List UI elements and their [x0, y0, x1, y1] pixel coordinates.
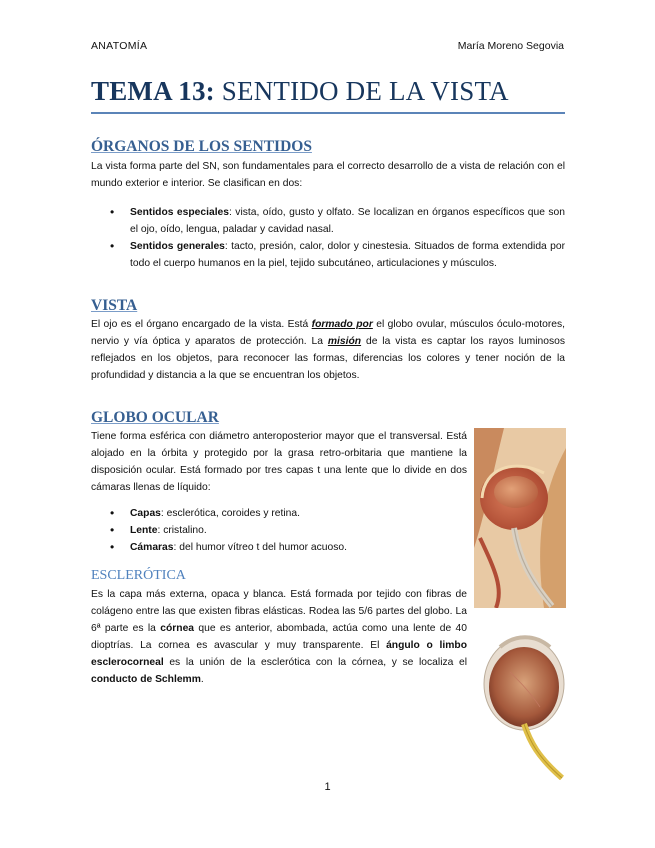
vista-text-3: de la vista es captar los rayos luminosos reflejados en los objetos, para reconocer las formas, diferencias los colores y tener noción de la profundidad y distancia a la que se encuentran los objetos. [91, 336, 566, 381]
list-item-term: Lente [130, 525, 158, 536]
list-item-term: Capas [130, 508, 161, 519]
vista-paragraph [91, 316, 565, 384]
vista-text-2: el globo ovular, músculos óculo-motores, nervio y vía óptica y aparatos de protección. La [91, 319, 565, 347]
bullet-icon: • [110, 239, 115, 253]
page-number: 1 [324, 781, 331, 793]
list-item-term: Sentidos generales [130, 241, 225, 252]
bullet-icon: • [110, 205, 115, 219]
esclerotica-text-4: . [200, 674, 204, 685]
list-item [110, 505, 465, 522]
heading-globo-ocular: GLOBO OCULAR [91, 409, 219, 426]
bullet-icon: • [110, 523, 115, 537]
eyeball-section-illustration [480, 612, 566, 780]
list-item [110, 204, 565, 238]
list-item-text: : cristalino. [157, 525, 207, 536]
bullet-icon: • [110, 540, 115, 554]
eye-orbit-illustration [474, 428, 566, 608]
organos-intro: La vista forma parte del SN, son fundamentales para el correcto desarrollo de a vista de relación con el mundo exterior e interior. Se clasifican en dos: [91, 161, 565, 189]
title-underline [91, 112, 565, 114]
list-item [110, 539, 465, 556]
vista-text-1: El ojo es el órgano encargado de la vista. Está [91, 319, 312, 330]
title-rest: SENTIDO DE LA VISTA [214, 76, 509, 106]
header-author: María Moreno Segovia [457, 40, 564, 52]
globo-list [110, 505, 465, 556]
heading-esclerotica: ESCLERÓTICA [91, 568, 186, 583]
list-item-term: Cámaras [130, 542, 174, 553]
list-item-term: Sentidos especiales [130, 207, 230, 218]
organos-list [110, 204, 565, 272]
page-title [91, 76, 509, 107]
term-conducto-schlemm: conducto de Schlemm [91, 674, 201, 685]
vista-emphasis-mision: misión [327, 336, 362, 347]
heading-vista: VISTA [91, 297, 138, 314]
list-item-text: : tacto, presión, calor, dolor y cinestesia. Situados de forma extendida por todo el cuerpo humanos en la piel, tejido subcutáneo, articulaciones y músculos. [130, 241, 565, 269]
esclerotica-text-3: es la unión de la esclerótica con la córnea, y se localiza el [163, 657, 467, 668]
list-item-text: : del humor vítreo t del humor acuoso. [173, 542, 347, 553]
vista-emphasis-formado: formado por [311, 319, 373, 330]
bullet-icon: • [110, 506, 115, 520]
list-item-text: : vista, oído, gusto y olfato. Se localizan en órganos específicos que son el ojo, oído, lengua, paladar y cavidad nasal. [130, 207, 565, 235]
title-prefix: TEMA 13: [91, 76, 215, 106]
heading-organos: ÓRGANOS DE LOS SENTIDOS [91, 138, 312, 155]
esclerotica-text-2: que es anterior, abombada, actúa como una lente de 40 dioptrías. La cornea es avascular y muy transparente. El [91, 623, 467, 651]
term-cornea: córnea [160, 623, 195, 634]
list-item-text: : esclerótica, coroides y retina. [160, 508, 300, 519]
term-angulo-limbo: ángulo o limbo esclerocorneal [91, 640, 467, 668]
list-item [110, 238, 565, 272]
globo-paragraph: Tiene forma esférica con diámetro anteroposterior mayor que el transversal. Está alojado en la órbita y protegido por la grasa retro-orbitaria que mantiene la disposición ocular. Está formado por tres capas t una lente que lo divide en dos cámaras llenas de líquido: [91, 431, 467, 493]
esclerotica-paragraph [91, 586, 467, 688]
esclerotica-text-1: Es la capa más externa, opaca y blanca. Está formada por tejido con fibras de colágeno entre las que existen fibras elásticas. Rodea las 5/6 partes del globo. La 6ª parte es la [91, 589, 467, 634]
header-subject: ANATOMÍA [91, 40, 148, 52]
list-item [110, 522, 465, 539]
